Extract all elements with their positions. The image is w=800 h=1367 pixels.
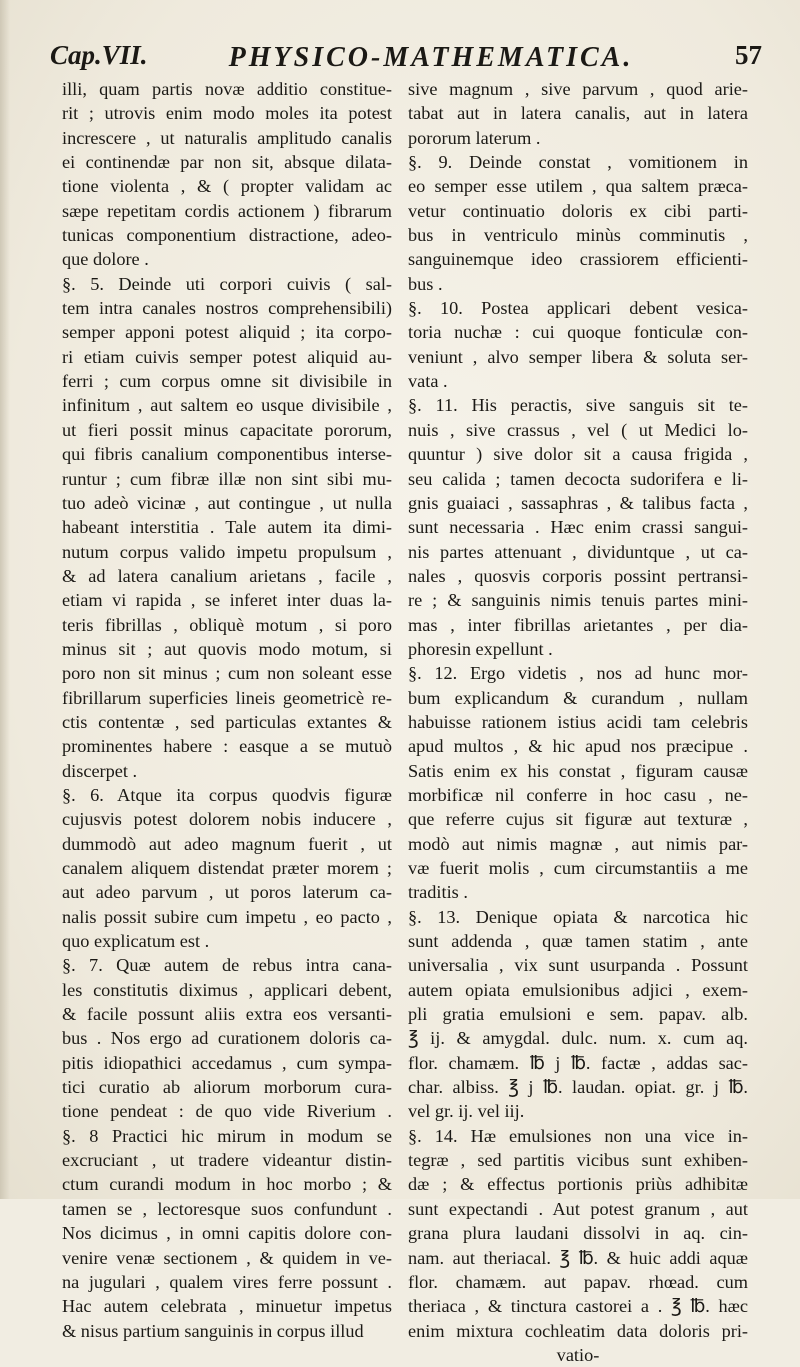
text-line: minus sit ; aut quovis modo motum, si — [62, 638, 392, 659]
text-line: & nisus partium sanguinis in corpus illud — [62, 1320, 364, 1341]
text-line: væ fuerit molis , cum circumstantiis a me — [408, 858, 748, 878]
text-line: char. albiss. ℥ j ℔. laudan. opiat. gr. j ℔. — [408, 1077, 748, 1098]
text-line: sunt necessaria . Hæc enim crassi sangui- — [408, 517, 748, 538]
binding-shadow — [0, 0, 10, 1199]
text-line: bus . — [408, 273, 443, 294]
text-line: nutum corpus valido impetu propulsum , — [62, 541, 392, 562]
text-line: excruciant , ut tradere videantur distin- — [62, 1150, 392, 1171]
text-line: ctum curandi modum in hoc morbo ; & — [62, 1174, 392, 1195]
text-line: §. 10. Postea applicari debent vesica- — [408, 298, 748, 319]
text-line: qui fibris canalium componentibus interse- — [62, 444, 392, 465]
text-line: poro non sit minus ; cum non soleant esse — [62, 663, 392, 684]
text-line: pli gratia emulsioni e sem. papav. alb. — [408, 1004, 748, 1025]
text-line: bus . Nos ergo ad curationem doloris ca- — [62, 1028, 392, 1049]
text-line: Satis enim ex his constat , figuram causæ — [408, 760, 748, 781]
text-line: apud multos , & hic apud nos præcipue . — [408, 736, 748, 757]
text-line: ri etiam cuivis semper potest aliquid au- — [62, 346, 392, 367]
text-line: les constitutis diximus , applicari debent, — [62, 979, 392, 1000]
text-line: infinitum , aut saltem eo usque divisibile , — [62, 395, 392, 416]
text-line: nam. aut theriacal. ℥ ℔. & huic addi aquæ — [408, 1247, 748, 1268]
text-line: fibrillarum superficies lineis geometricè re- — [62, 687, 392, 708]
text-line: universalia , vix sunt usurpanda . Possunt — [408, 955, 748, 976]
text-line: ei continendæ par non sit, absque dilata- — [62, 152, 392, 173]
text-line: veniunt , alvo semper libera & soluta ser- — [408, 346, 748, 367]
text-line: pororum laterum . — [408, 127, 541, 148]
text-line: illi, quam partis novæ additio constitue- — [62, 79, 392, 99]
text-line: §. 13. Denique opiata & narcotica hic — [408, 906, 748, 927]
text-line: semper apponi potest aliquid ; ita corpo- — [62, 322, 392, 343]
text-line: §. 14. Hæ emulsiones non una vice in- — [408, 1125, 748, 1146]
text-line: quo explicatum est . — [62, 931, 210, 952]
text-line: etiam vi rapida , se inferet inter duas la- — [62, 590, 392, 611]
text-line: dæ ; & effectus portionis priùs adhibitæ — [408, 1174, 748, 1195]
text-line: ut fieri possit minus capacitate pororum, — [62, 419, 392, 440]
text-line: gnis guaiaci , sassaphras , & talibus facta , — [408, 492, 748, 513]
text-line: morbificæ nil conferre in hoc casu , ne- — [408, 784, 748, 805]
text-line: rit ; utrovis enim modo moles ita potest — [62, 103, 392, 124]
text-line: cujusvis potest dolorem nobis inducere , — [62, 809, 392, 830]
text-line: tem intra canales nostros comprehensibili) — [62, 298, 392, 319]
text-line: nuis , sive crassus , vel ( ut Medici lo- — [408, 419, 748, 440]
text-line: prominentes habere : easque a se mutuò — [62, 736, 392, 757]
text-line: flor. chamæm. ℔ j ℔. factæ , addas sac- — [408, 1052, 748, 1073]
text-line: vel gr. ij. vel iij. — [408, 1101, 525, 1122]
chapter-label: Cap.VII. — [50, 40, 148, 70]
text-line: Hac autem celebrata , minuetur impetus — [62, 1296, 392, 1317]
text-line: tamen se , lectoresque suos confundunt . — [62, 1198, 392, 1219]
text-line: nales , quosvis corporis possint pertransi- — [408, 565, 748, 586]
text-line: Nos dicimus , in omni capitis dolore con- — [62, 1223, 392, 1244]
text-line: seu calida ; tamen decocta sudorifera e li- — [408, 468, 748, 489]
text-line: canalem aliquem distendat præter morem ; — [62, 858, 392, 878]
text-line: traditis . — [408, 882, 468, 903]
text-line: sæpe repetitam cordis actionem ) fibrarum — [62, 200, 392, 221]
text-line: eo semper esse utilem , qua saltem præca- — [408, 176, 748, 197]
running-title: PHYSICO-MATHEMATICA. — [228, 42, 634, 73]
text-line: re ; & sanguinis nimis tenuis partes mini- — [408, 590, 748, 611]
text-line: ℥ ij. & amygdal. dulc. num. x. cum aq. — [408, 1028, 748, 1049]
running-header — [50, 40, 762, 80]
text-line: tunicas componentium distractione, adeo- — [62, 225, 392, 246]
text-line: vata . — [408, 371, 448, 392]
text-line: discerpet . — [62, 760, 138, 781]
text-line: ferri ; cum corpus omne sit divisibile in — [62, 371, 392, 392]
text-line: habuisse rationem istius acidi tam celebris — [408, 711, 748, 732]
text-line: nis partes attenuant , dividuntque , ut ca- — [408, 541, 748, 562]
text-line: teris fibrillas , obliquè motum , si poro — [62, 614, 392, 635]
text-line: sive magnum , sive parvum , quod arie- — [408, 79, 748, 99]
text-line: §. 6. Atque ita corpus quodvis figuræ — [62, 784, 392, 805]
right-text-column — [408, 77, 748, 1367]
left-text-column — [62, 77, 392, 1343]
text-line: tabat aut in latera canalis, aut in latera — [408, 103, 748, 124]
text-line: §. 5. Deinde uti corpori cuivis ( sal- — [62, 273, 392, 294]
text-line: §. 12. Ergo videtis , nos ad hunc mor- — [408, 663, 748, 684]
text-line: sunt addenda , quæ tamen statim , ante — [408, 931, 748, 952]
text-line: dummodò aut adeo magnum fuerit , ut — [62, 833, 392, 854]
text-line: tici curatio ab aliorum morborum cura- — [62, 1077, 392, 1098]
page-number: 57 — [735, 40, 762, 70]
text-line: flor. chamæm. aut papav. rhœad. cum — [408, 1271, 748, 1292]
text-line: §. 7. Quæ autem de rebus intra cana- — [62, 955, 392, 976]
text-line: increscere , ut naturalis amplitudo canalis — [62, 127, 392, 148]
text-line: §. 9. Deinde constat , vomitionem in — [408, 152, 748, 173]
text-line: vatio- — [556, 1344, 600, 1365]
text-line: grana plura laudani dissolvi in aq. cin- — [408, 1223, 748, 1244]
text-line: pitis idiopathici accedamus , cum sympa- — [62, 1052, 392, 1073]
text-line: theriaca , & tinctura castorei a . ℥ ℔. hæc — [408, 1296, 748, 1317]
text-line: bum explicandum & curandum , nullam — [408, 687, 748, 708]
text-line: que dolore . — [62, 249, 149, 270]
text-line: vetur continuatio doloris ex cibi parti- — [408, 200, 748, 221]
text-line: enim mixtura cochleatim data doloris pri- — [408, 1320, 748, 1341]
text-line: aut adeo parvum , ut poros laterum ca- — [62, 882, 392, 903]
text-line: & ad latera canalium arietans , facile , — [62, 565, 392, 586]
text-line: ctis contentæ , sed particulas extantes & — [62, 711, 392, 732]
text-line: phoresin expellunt . — [408, 638, 553, 659]
text-line: sunt expectandi . Aut potest granum , aut — [408, 1198, 748, 1219]
text-line: sanguinemque ideo crassiorem efficienti- — [408, 249, 748, 270]
text-line: & facile possunt aliis extra eos versanti- — [62, 1004, 392, 1025]
text-line: tione pendeat : de quo vide Riverium . — [62, 1101, 392, 1122]
text-line: mas , inter fibrillas arietantes , per dia- — [408, 614, 748, 635]
text-line: §. 8 Practici hic mirum in modum se — [62, 1125, 392, 1146]
text-line: modò aut nimis magnæ , aut nimis par- — [408, 833, 748, 854]
text-line: autem opiata emulsionibus adjici , exem- — [408, 979, 748, 1000]
text-line: que referre cujus sit figuræ aut texturæ , — [408, 809, 748, 830]
text-line: habeant interstitia . Tale autem ita dimi- — [62, 517, 392, 538]
text-line: §. 11. His peractis, sive sanguis sit te- — [408, 395, 748, 416]
text-line: toria nuchæ : cui quoque fonticulæ con- — [408, 322, 748, 343]
text-line: nalis possit subire cum impetu , eo pacto , — [62, 906, 392, 927]
text-line: tuo adeò vicinæ , aut contingue , ut nulla — [62, 492, 392, 513]
text-line: na jugulari , qualem vires ferre possunt . — [62, 1271, 392, 1292]
text-line: tegræ , sed partitis vicibus sunt exhiben- — [408, 1150, 748, 1171]
text-line: venire venæ sectionem , & quidem in ve- — [62, 1247, 392, 1268]
text-line: bus in ventriculo minùs comminutis , — [408, 225, 748, 246]
text-line: quuntur ) sive dolor sit a causa frigida , — [408, 444, 748, 465]
text-line: runtur ; cum fibræ illæ non sint sibi mu- — [62, 468, 392, 489]
text-line: tione violenta , & ( propter validam ac — [62, 176, 392, 197]
